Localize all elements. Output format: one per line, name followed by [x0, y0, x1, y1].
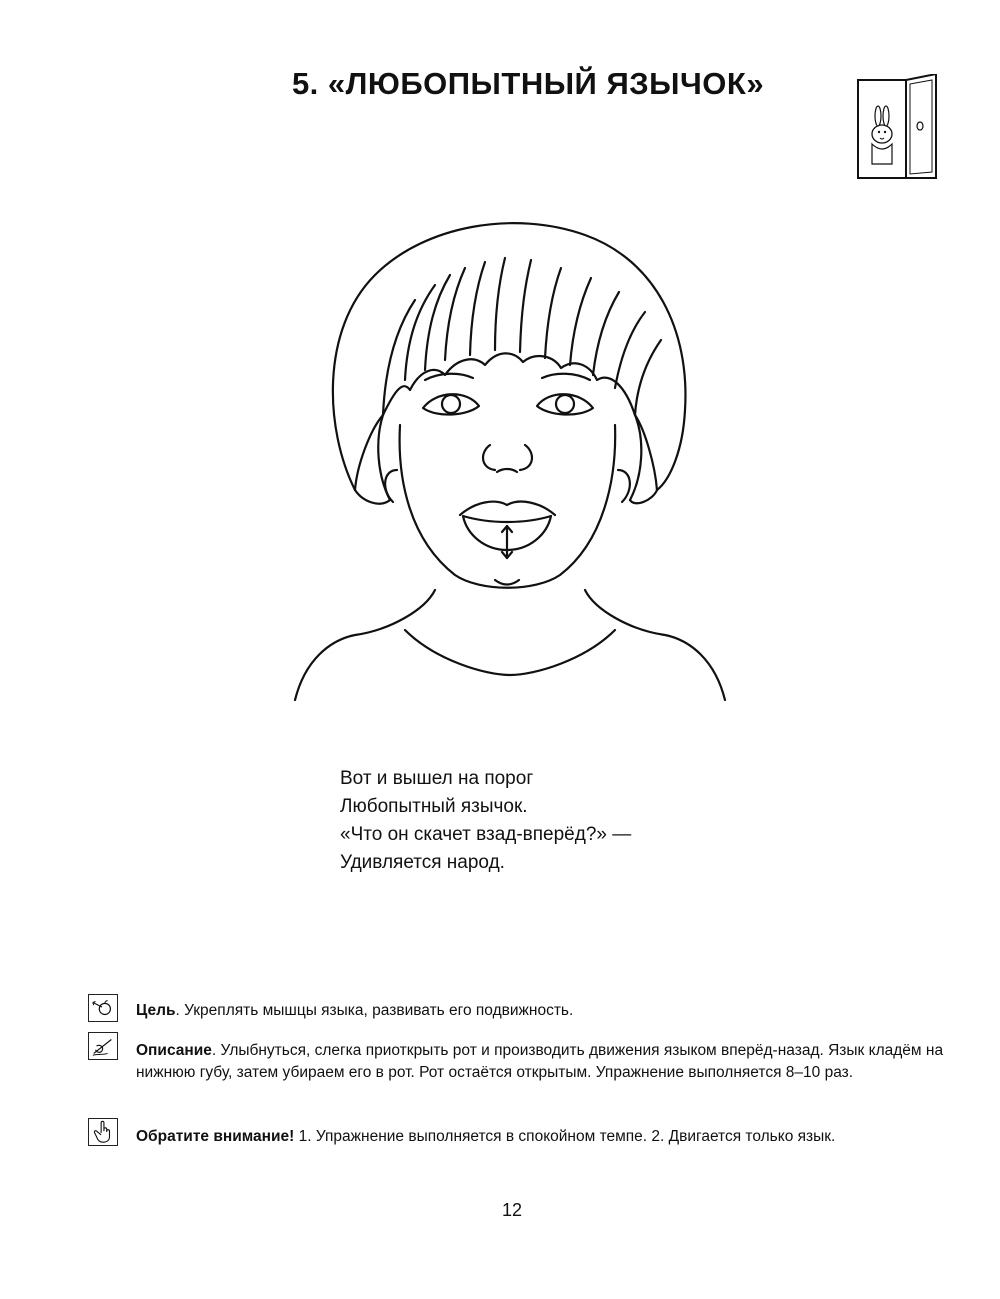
attention-block	[88, 1118, 948, 1148]
poem-line: Вот и вышел на порог	[340, 768, 534, 789]
goal-label: Цель	[136, 1002, 176, 1019]
poem	[340, 765, 631, 877]
description-label: Описание	[136, 1042, 212, 1059]
attention-label: Обратите внимание!	[136, 1128, 295, 1145]
attention-text: 1. Упражнение выполняется в спокойном темпе. 2. Двигается только язык.	[294, 1128, 836, 1145]
goal-block	[88, 994, 948, 1022]
description-text: . Улыбнуться, слегка приоткрыть рот и производить движения языком вперёд-назад. Язык кладём на нижнюю губу, затем убираем его в рот. Рот остаётся открытым. Упражнение выполняется 8–10 раз.	[136, 1042, 944, 1081]
page-title: 5. «ЛЮБОПЫТНЫЙ ЯЗЫЧОК»	[291, 66, 765, 101]
goal-text: . Укреплять мышцы языка, развивать его подвижность.	[175, 1002, 574, 1019]
child-face-illustration	[285, 190, 735, 710]
pointing-finger-icon	[88, 1118, 118, 1146]
target-apple-icon	[88, 994, 118, 1022]
poem-line: Удивляется народ.	[340, 852, 505, 873]
writing-hand-icon	[88, 1032, 118, 1060]
description-block	[88, 1032, 948, 1084]
poem-line: Любопытный язычок.	[340, 796, 528, 817]
page-number: 12	[501, 1200, 523, 1220]
poem-line: «Что он скачет взад-вперёд?» —	[340, 824, 632, 845]
door-bunny-icon	[852, 74, 940, 184]
